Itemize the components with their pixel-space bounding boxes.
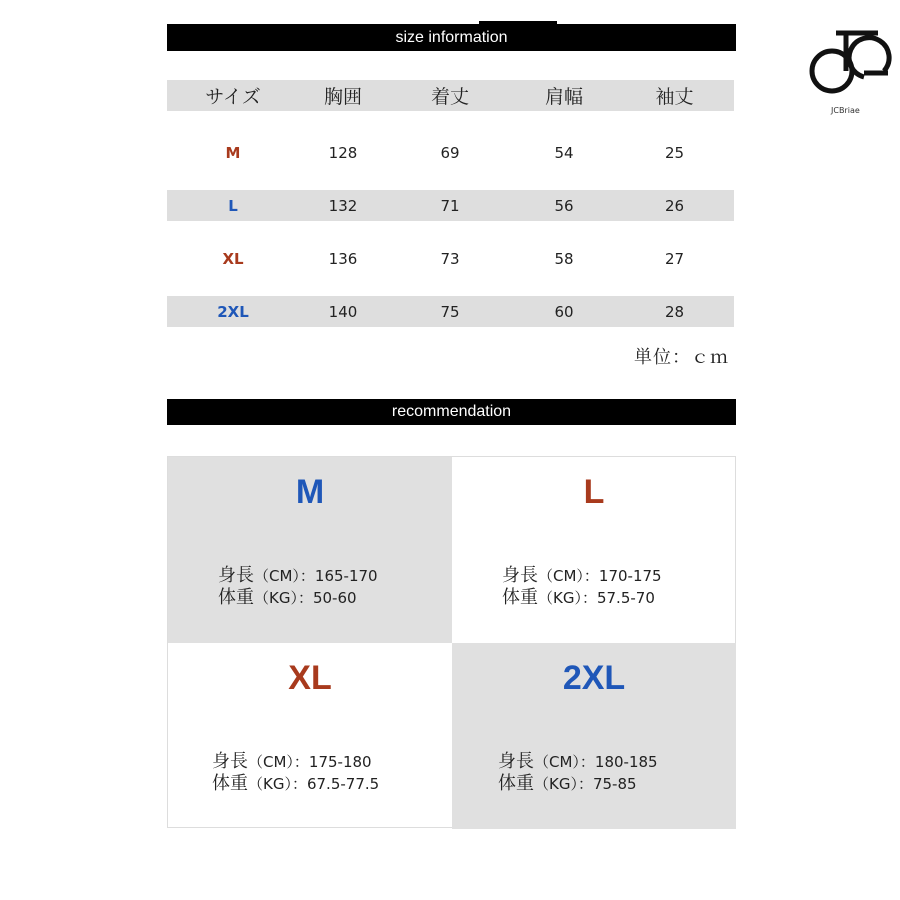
height-label: 身長 <box>212 751 248 772</box>
recommendation-size: L <box>583 473 605 511</box>
recommendation-card-xl <box>168 643 452 829</box>
table-cell: 26 <box>664 196 685 215</box>
size-information-bar <box>167 24 736 51</box>
weight-unit: （KG）： <box>254 589 313 607</box>
weight-label: 体重 <box>502 587 538 608</box>
header-chest: 胸囲 <box>323 86 362 108</box>
table-cell: 60 <box>554 302 574 321</box>
recommendation-card-m <box>168 457 452 643</box>
table-cell: 128 <box>328 143 358 162</box>
header-size: サイズ <box>205 86 261 108</box>
weight-unit: （KG）： <box>538 589 597 607</box>
table-cell: 132 <box>328 196 358 215</box>
weight-range: 50-60 <box>312 589 357 607</box>
recommendation-grid <box>167 456 736 828</box>
height-label: 身長 <box>218 565 254 586</box>
size-information-title: size information <box>395 29 508 46</box>
table-cell: 136 <box>328 249 358 268</box>
recommendation-bar <box>167 399 736 425</box>
recommendation-spec <box>498 751 658 795</box>
logo-text: JCBriae <box>831 106 860 115</box>
recommendation-size: M <box>295 473 325 511</box>
table-row <box>167 243 734 274</box>
weight-unit: （KG）： <box>248 775 307 793</box>
table-row <box>167 137 734 168</box>
size-label: M <box>225 143 241 162</box>
weight-unit: （KG）： <box>534 775 593 793</box>
header-shoulder: 肩幅 <box>544 86 583 108</box>
size-label: L <box>228 196 238 215</box>
header-length: 着丈 <box>430 86 469 108</box>
table-cell: 27 <box>664 249 685 268</box>
weight-range: 57.5-70 <box>596 589 655 607</box>
table-cell: 58 <box>554 249 574 268</box>
height-unit: （CM）： <box>534 753 595 771</box>
table-cell: 140 <box>328 302 358 321</box>
recommendation-card-l <box>452 457 736 643</box>
weight-label: 体重 <box>498 773 534 794</box>
table-cell: 75 <box>440 302 460 321</box>
table-cell: 71 <box>440 196 460 215</box>
recommendation-card-2xl <box>452 643 736 829</box>
height-range: 165-170 <box>314 567 378 585</box>
table-row <box>167 296 734 327</box>
weight-range: 67.5-77.5 <box>306 775 380 793</box>
size-label: XL <box>222 249 244 268</box>
table-cell: 54 <box>554 143 574 162</box>
table-header-row <box>167 80 734 111</box>
recommendation-size: XL <box>288 659 332 697</box>
table-cell: 69 <box>440 143 460 162</box>
height-range: 170-175 <box>598 567 662 585</box>
table-cell: 56 <box>554 196 574 215</box>
recommendation-title: recommendation <box>391 403 512 420</box>
unit-label: 単位：ｃｍ <box>634 347 729 368</box>
table-cell: 25 <box>664 143 685 162</box>
height-unit: （CM）： <box>254 567 315 585</box>
recommendation-size: 2XL <box>562 659 626 697</box>
recommendation-spec <box>502 565 662 609</box>
recommendation-spec <box>212 751 379 795</box>
height-unit: （CM）： <box>538 567 599 585</box>
weight-label: 体重 <box>212 773 248 794</box>
table-cell: 28 <box>664 302 685 321</box>
jcbriae-logo-icon <box>806 27 896 117</box>
recommendation-spec <box>218 565 378 609</box>
height-unit: （CM）： <box>248 753 309 771</box>
weight-range: 75-85 <box>592 775 637 793</box>
size-table <box>167 80 734 327</box>
height-range: 175-180 <box>308 753 372 771</box>
table-cell: 73 <box>440 249 460 268</box>
weight-label: 体重 <box>218 587 254 608</box>
height-range: 180-185 <box>594 753 658 771</box>
header-sleeve: 袖丈 <box>655 86 694 108</box>
height-label: 身長 <box>502 565 538 586</box>
height-label: 身長 <box>498 751 534 772</box>
size-label: 2XL <box>217 302 249 321</box>
table-row <box>167 190 734 221</box>
